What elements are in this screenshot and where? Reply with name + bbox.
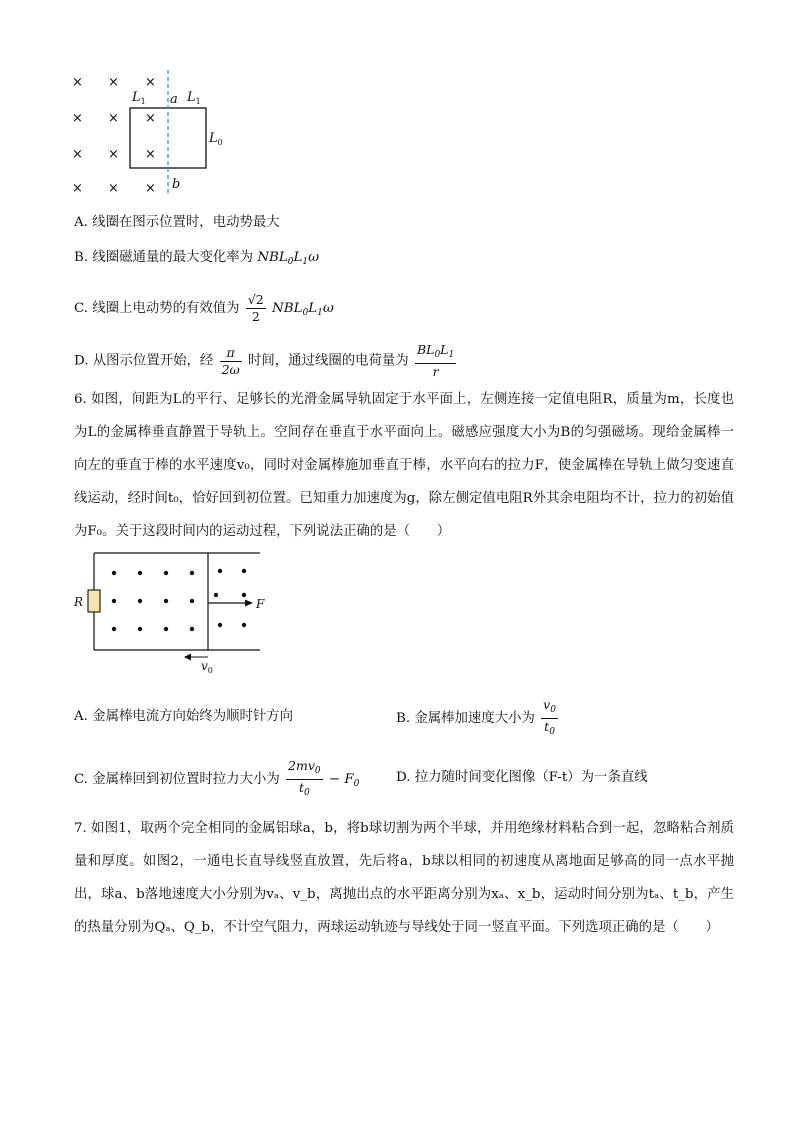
q5-option-a[interactable]: A. 线圈在图示位置时，电动势最大 (74, 215, 280, 230)
cross-mark: × (145, 75, 156, 90)
cross-mark: × (72, 75, 83, 90)
coil-rectangle (130, 108, 206, 168)
q5-option-c-formula: $NBL_0L_1\omega$ (272, 301, 334, 318)
q5-option-d-time-fraction: $\frac{\pi}{2\omega}$ (221, 344, 240, 377)
label-F: F (256, 597, 265, 611)
q5-option-d-text1: D. 从图示位置开始，经 (74, 353, 214, 369)
q5-option-d-charge-fraction: $\frac{BL_0L_1}{r}$ (416, 342, 455, 379)
label-a: a (170, 92, 178, 107)
cross-mark: × (72, 111, 83, 126)
q5-option-d[interactable] (74, 342, 458, 380)
q5-option-b[interactable] (74, 248, 319, 272)
q6-option-c-fraction: $\frac{2mv_0}{t_0}$ (288, 758, 321, 798)
field-dots (112, 569, 246, 631)
figure-rails-resistor (70, 548, 270, 676)
q6-option-b-fraction: $\frac{v_0}{t_0}$ (543, 697, 556, 737)
q5-option-b-formula: $NBL_0L_1\omega$ (257, 250, 320, 267)
resistor (88, 590, 100, 612)
q6-option-c-tail: − $F_0$ (328, 772, 360, 789)
q5-option-b-text: B. 线圈磁通量的最大变化率为 (74, 250, 254, 265)
cross-mark: × (145, 181, 156, 196)
cross-mark: × (145, 147, 156, 162)
q5-option-c[interactable] (74, 292, 334, 325)
label-L1-right: $L_1$ (187, 90, 201, 106)
q6-stem: 6. 如图，间距为L的平行、足够长的光滑金属导轨固定于水平面上，左侧连接一定值电阻R，质量为m，长度也为L的金属棒垂直静置于导轨上。空间存在垂直于水平面向上。磁感应强度大小为B的匀强磁场。现给金属棒一向左的垂直于棒的水平速度v₀，同时对金属棒施加垂直于棒，水平向右的拉力F，使金属棒在导轨上做匀变速直线运动，经时间t₀，恰好回到初位置。已知重力加速度为g，除左侧定值电阻R外其余电阻均不计，拉力的初始值为F₀。关于这段时间内的运动过程，下列说法正确的是（ ） (74, 392, 734, 539)
figure-coil-in-field (66, 68, 236, 198)
label-v0: $v_0$ (201, 659, 213, 675)
q6-option-b[interactable] (396, 697, 560, 740)
cross-mark: × (108, 111, 119, 126)
cross-mark: × (72, 181, 83, 196)
q6-option-c-text: C. 金属棒回到初位置时拉力大小为 (74, 772, 280, 787)
q6-option-d[interactable]: D. 拉力随时间变化图像（F-t）为一条直线 (396, 770, 648, 785)
q6-option-a[interactable]: A. 金属棒电流方向始终为顺时针方向 (74, 709, 294, 724)
q5-option-c-fraction: $\frac{√2}{2}$ (247, 292, 264, 324)
q6-option-c[interactable] (74, 758, 359, 801)
cross-mark: × (108, 147, 119, 162)
label-L0: $L_0$ (209, 131, 223, 147)
force-arrowhead (245, 600, 253, 607)
q6-option-b-text: B. 金属棒加速度大小为 (396, 711, 535, 726)
velocity-arrowhead (184, 654, 191, 661)
q5-option-c-text: C. 线圈上电动势的有效值为 (74, 301, 240, 316)
label-b: b (172, 177, 181, 192)
cross-mark: × (108, 181, 119, 196)
cross-mark: × (108, 75, 119, 90)
q5-option-d-text2: 时间，通过线圈的电荷量为 (247, 353, 409, 369)
label-L1-left: $L_1$ (132, 90, 146, 106)
label-R: R (74, 595, 84, 609)
cross-mark: × (145, 111, 156, 126)
cross-mark: × (72, 147, 83, 162)
q7-stem: 7. 如图1，取两个完全相同的金属铝球a，b，将b球切割为两个半球，并用绝缘材料粘合到一起，忽略粘合剂质量和厚度。如图2，一通电长直导线竖直放置，先后将a，b球以相同的初速度从离地面足够高的同一点水平抛出，球a、b落地速度大小分别为vₐ、v_b，离抛出点的水平距离分别为xₐ、x_b，运动时间分别为tₐ、t_b，产生的热量分别为Qₐ、Q_b，不计空气阻力，两球运动轨迹与导线处于同一竖直平面。下列选项正确的是（ ） (74, 821, 734, 935)
